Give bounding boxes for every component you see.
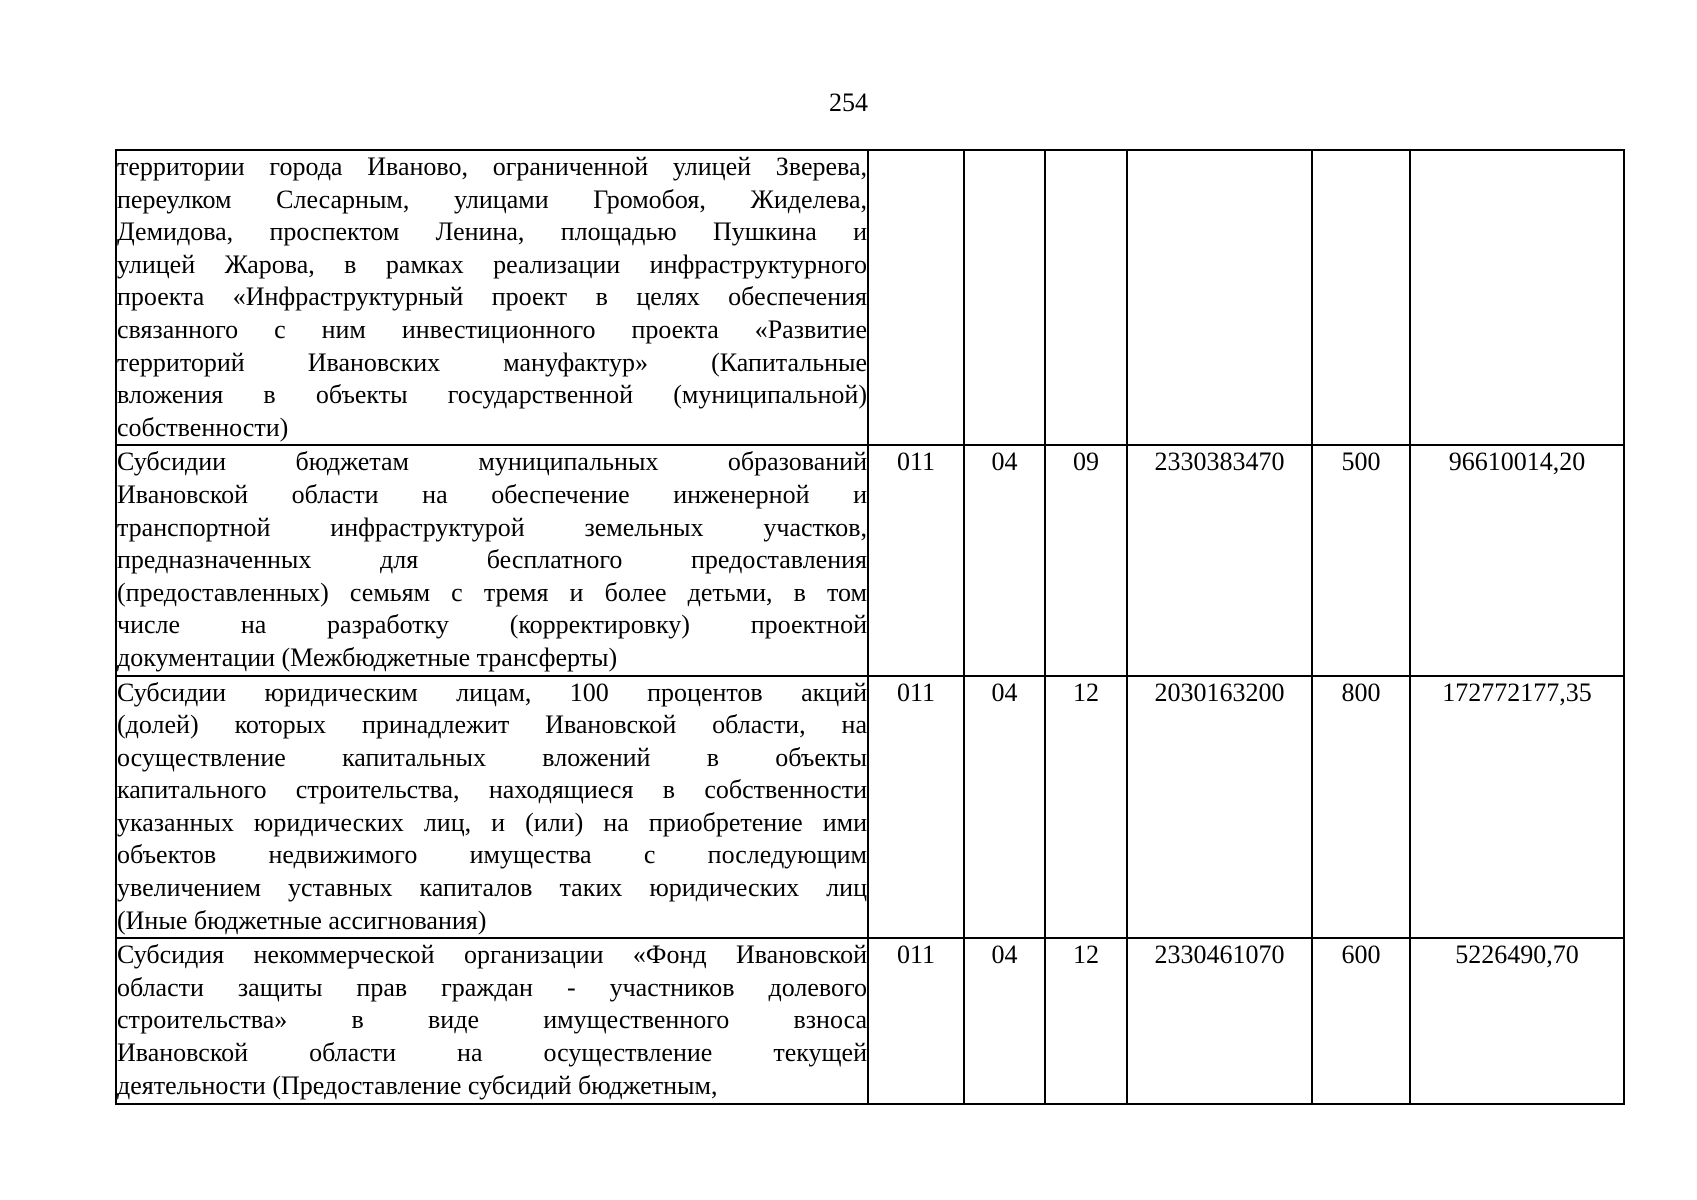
description-line: осуществление капитальных вложений в объекты (117, 742, 867, 772)
description-line: (предоставленных) семьям с тремя и более детьми, в том (117, 577, 867, 607)
row-description (116, 150, 868, 445)
amount-value: 96610014,20 (1410, 445, 1624, 675)
table-row (116, 676, 1624, 939)
description-line: Ивановской области на обеспечение инженерной и (117, 479, 867, 509)
target-article-code: 2330383470 (1127, 445, 1312, 675)
description-line: Субсидии юридическим лицам, 100 процентов акций (117, 677, 867, 707)
subsection-code (1045, 150, 1127, 445)
description-line: территорий Ивановских мануфактур» (Капитальные (117, 347, 867, 377)
section-code (964, 150, 1045, 445)
description-line: собственности) (117, 412, 289, 442)
row-description (116, 676, 868, 939)
expense-type-code: 600 (1312, 938, 1410, 1104)
target-article-code: 2030163200 (1127, 676, 1312, 939)
target-article-code (1127, 150, 1312, 445)
subsection-code: 12 (1045, 676, 1127, 939)
subsection-code: 09 (1045, 445, 1127, 675)
description-line: (долей) которых принадлежит Ивановской области, на (117, 710, 867, 740)
expense-type-code (1312, 150, 1410, 445)
ministry-code: 011 (868, 676, 964, 939)
description-line: увеличением уставных капиталов таких юридических лиц (117, 873, 867, 903)
row-description (116, 445, 868, 675)
row-description (116, 938, 868, 1104)
description-line: предназначенных для бесплатного предоставления (117, 545, 867, 575)
description-line: (Иные бюджетные ассигнования) (117, 905, 487, 935)
section-code: 04 (964, 445, 1045, 675)
page-number: 254 (829, 88, 868, 117)
description-line: вложения в объекты государственной (муниципальной) (117, 380, 867, 410)
description-line: капитального строительства, находящиеся в собственности (117, 775, 867, 805)
amount-value: 5226490,70 (1410, 938, 1624, 1104)
description-line: Демидова, проспектом Ленина, площадью Пушкина и (117, 217, 867, 247)
ministry-code: 011 (868, 938, 964, 1104)
table-row (116, 150, 1624, 445)
section-code: 04 (964, 676, 1045, 939)
amount-value (1410, 150, 1624, 445)
description-line: объектов недвижимого имущества с последующим (117, 840, 867, 870)
amount-value: 172772177,35 (1410, 676, 1624, 939)
budget-table (115, 149, 1625, 1105)
description-line: строительства» в виде имущественного взноса (117, 1005, 867, 1035)
expense-type-code: 800 (1312, 676, 1410, 939)
description-line: проекта «Инфраструктурный проект в целях обеспечения (117, 282, 867, 312)
description-line: деятельности (Предоставление субсидий бюджетным, (117, 1070, 718, 1100)
description-line: области защиты прав граждан - участников долевого (117, 972, 867, 1002)
section-code: 04 (964, 938, 1045, 1104)
description-line: Субсидия некоммерческой организации «Фонд Ивановской (117, 940, 867, 970)
subsection-code: 12 (1045, 938, 1127, 1104)
description-line: указанных юридических лиц, и (или) на приобретение ими (117, 807, 867, 837)
table-row (116, 938, 1624, 1104)
description-line: числе на разработку (корректировку) проектной (117, 610, 867, 640)
description-line: улицей Жарова, в рамках реализации инфраструктурного (117, 249, 867, 279)
table-row (116, 445, 1624, 675)
ministry-code (868, 150, 964, 445)
ministry-code: 011 (868, 445, 964, 675)
description-line: территории города Иваново, ограниченной улицей Зверева, (117, 152, 867, 181)
description-line: связанного с ним инвестиционного проекта «Развитие (117, 314, 867, 344)
expense-type-code: 500 (1312, 445, 1410, 675)
description-line: транспортной инфраструктурой земельных участков, (117, 512, 867, 542)
description-line: переулком Слесарным, улицами Громобоя, Жиделева, (117, 184, 867, 214)
description-line: Ивановской области на осуществление текущей (117, 1038, 867, 1068)
target-article-code: 2330461070 (1127, 938, 1312, 1104)
description-line: документации (Межбюджетные трансферты) (117, 642, 618, 672)
description-line: Субсидии бюджетам муниципальных образований (117, 447, 867, 477)
